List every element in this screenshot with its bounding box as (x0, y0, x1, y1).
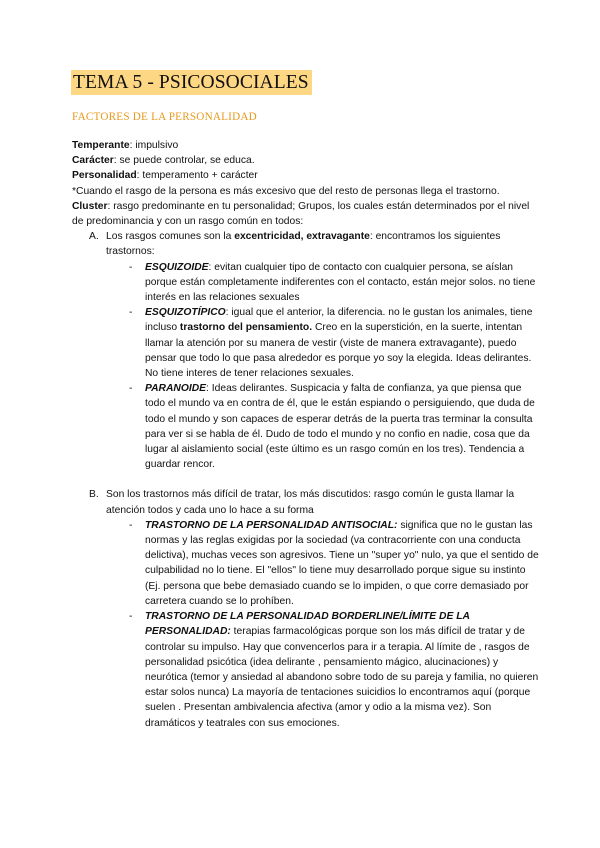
group-b-marker: B. (89, 489, 99, 501)
item-text: terapias farmacológicas porque son los más difícil de tratar y de controlar su impulso. Hay que convencerlos para ir a terapia. Al límite de , rasgos de personalidad psicótica (idea delirante , pensamiento mágico, alucinaciones) y neurótica (temor y ansiedad al abandono sobre todo de su pareja y familia, no quieren estar solos nunca) La mayoría de tentaciones suicidios lo encontramos aquí (porque suelen . Presentan ambivalencia afectiva (amor y odio a la misma vez). Son dramáticos y teatrales con sus emociones. (145, 626, 539, 729)
item-bold: trastorno del pensamiento. (179, 322, 313, 334)
personalidad-term: Personalidad (72, 170, 137, 182)
bullet-marker: - (129, 261, 133, 273)
group-b-text: Son los trastornos más difícil de tratar, los más discutidos: rasgo común le gusta llamar la atención todos y cada uno lo hace a su forma (106, 489, 515, 516)
personalidad-line (72, 168, 542, 183)
page-title: TEMA 5 - PSICOSOCIALES (71, 70, 312, 95)
section-subtitle: FACTORES DE LA PERSONALIDAD (72, 111, 257, 123)
item-text: : Ideas delirantes. Suspicacia y falta de confianza, ya que piensa que todo el mundo va en contra de él, que le están espiando o persiguiendo, que duda de todo el mundo y son capaces de esperar detrás de la puerta tras terminar la consulta para ver si se habla de él. Dudo de todo el mundo y no confio en nadie, cosa que da lugar al aislamiento social (este último es un rasgo común en los tres). Tendencia a guardar rencor. (145, 383, 535, 471)
list-item-paranoide (72, 381, 542, 472)
item-text: : evitan cualquier tipo de contacto con cualquier persona, se aíslan porque están completamente indiferentes con el contacto, están mejor solos. no tiene interés en las relaciones sexuales (145, 261, 536, 304)
list-item-esquizoide (72, 260, 542, 306)
item-term: ESQUIZOIDE (145, 261, 209, 273)
temperante-line (72, 138, 542, 153)
list-item-esquizotipico (72, 305, 542, 381)
personalidad-text: : temperamento + carácter (136, 170, 258, 182)
item-term: TRASTORNO DE LA PERSONALIDAD ANTISOCIAL: (145, 519, 398, 531)
item-text-before: : igual que el anterior, la diferencia. no le gustan los animales, tiene incluso (145, 307, 533, 334)
item-text-after: Creo en la superstición, en la suerte, intentan llamar la atención por su manera de vestir (viste de manera extravagante), puedo pensar que todo lo que pasa alrededor es porque yo soy la elegida. Ideas delirantes. No tiene interes de tener relaciones sexuales. (145, 322, 532, 380)
item-text: significa que no le gustan las normas y las reglas exigidas por la sociedad (va contracorriente con una conducta delictiva), muchas veces son agresivos. Tiene un "super yo" nulo, ya que el sentido de culpabilidad no lo tiene. El "ellos" lo tiene muy desarrollado porque sigue su instinto (Ej. persona que bebe demasiado cuando se lo impiden, o que corre demasiado por carretera cuando se lo prohíben. (145, 519, 539, 607)
bullet-marker: - (129, 611, 133, 623)
note-line: *Cuando el rasgo de la persona es más excesivo que del resto de personas llega el trastorno. (72, 185, 500, 197)
caracter-term: Carácter (72, 155, 114, 167)
group-b (72, 487, 542, 517)
cluster-line (72, 199, 542, 229)
bullet-marker: - (129, 307, 133, 319)
item-term: TRASTORNO DE LA PERSONALIDAD BORDERLINE/LÍMITE DE LA PERSONALIDAD: (145, 611, 470, 638)
list-item-borderline (72, 609, 542, 731)
cluster-term: Cluster (72, 200, 108, 212)
item-term: ESQUIZOTÍPICO (145, 307, 226, 319)
list-item-antisocial (72, 518, 542, 609)
bullet-marker: - (129, 383, 133, 395)
cluster-text: : rasgo predominante en tu personalidad; Grupos, los cuales están determinados por el nivel de predominancia y con un rasgo común en todos: (72, 200, 530, 228)
bullet-marker: - (129, 519, 133, 531)
caracter-line (72, 153, 542, 168)
group-a-text-before: Los rasgos comunes son la (106, 231, 235, 243)
group-a (72, 229, 542, 259)
caracter-text: : se puede controlar, se educa. (113, 155, 255, 167)
document-body (72, 138, 542, 731)
group-a-bold: excentricidad, extravagante (234, 231, 370, 243)
temperante-text: : impulsivo (129, 140, 179, 151)
blank-line (72, 472, 542, 487)
item-term: PARANOIDE (145, 383, 207, 395)
group-a-marker: A. (89, 231, 99, 243)
temperante-term: Temperante (72, 140, 130, 151)
group-a-text-after: : encontramos los siguientes trastornos: (106, 231, 501, 258)
